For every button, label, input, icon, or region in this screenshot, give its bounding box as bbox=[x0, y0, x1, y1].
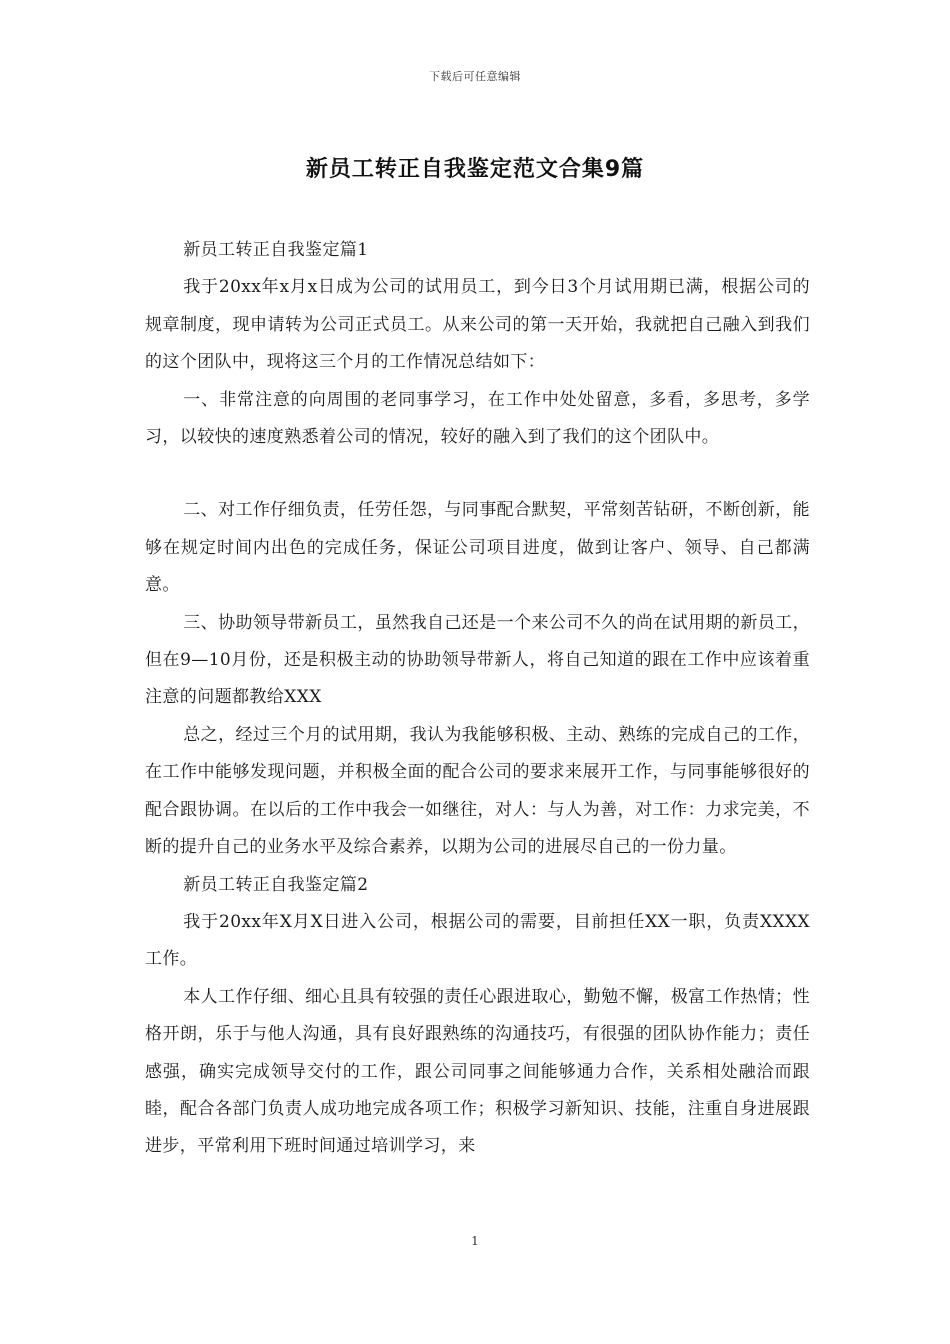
document-body bbox=[145, 232, 810, 1166]
paragraph-position: 我于20xx年X月X日进入公司，根据公司的需要，目前担任XX一职，负责XXXX工作。 bbox=[145, 911, 810, 970]
header-note: 下载后可任意编辑 bbox=[429, 70, 521, 83]
paragraph-point-3: 三、协助领导带新员工，虽然我自己还是一个来公司不久的尚在试用期的新员工，但在9—10月份，还是积极主动的协助领导带新人，将自己知道的跟在工作中应该着重注意的问题都教给XXX bbox=[145, 612, 810, 708]
paragraph-point-2: 二、对工作仔细负责，任劳任怨，与同事配合默契，平常刻苦钻研，不断创新，能够在规定时间内出色的完成任务，保证公司项目进度，做到让客户、领导、自己都满意。 bbox=[145, 500, 810, 596]
paragraph-qualities: 本人工作仔细、细心且具有较强的责任心跟进取心，勤勉不懈，极富工作热情；性格开朗，乐于与他人沟通，具有良好跟熟练的沟通技巧，有很强的团队协作能力；责任感强，确实完成领导交付的工作，跟公司同事之间能够通力合作，关系相处融洽而跟睦，配合各部门负责人成功地完成各项工作；积极学习新知识、技能，注重自身进展跟进步，平常利用下班时间通过培训学习，来 bbox=[145, 986, 810, 1157]
section-heading-2: 新员工转正自我鉴定篇2 bbox=[183, 874, 369, 895]
page-number: 1 bbox=[471, 1234, 479, 1248]
document-title: 新员工转正自我鉴定范文合集9篇 bbox=[305, 157, 645, 182]
paragraph-point-1: 一、非常注意的向周围的老同事学习，在工作中处处留意，多看，多思考，多学习，以较快的速度熟悉着公司的情况，较好的融入到了我们的这个团队中。 bbox=[145, 389, 810, 448]
paragraph-intro: 我于20xx年x月x日成为公司的试用员工，到今日3个月试用期已满，根据公司的规章制度，现申请转为公司正式员工。从来公司的第一天开始，我就把自己融入到我们的这个团队中，现将这三个月的工作情况总结如下： bbox=[145, 277, 810, 373]
section-heading-1: 新员工转正自我鉴定篇1 bbox=[183, 240, 369, 260]
paragraph-summary: 总之，经过三个月的试用期，我认为我能够积极、主动、熟练的完成自己的工作，在工作中能够发现问题，并积极全面的配合公司的要求来展开工作，与同事能够很好的配合跟协调。在以后的工作中我会一如继往，对人：与人为善，对工作：力求完美，不断的提升自己的业务水平及综合素养，以期为公司的进展尽自己的一份力量。 bbox=[145, 724, 810, 858]
